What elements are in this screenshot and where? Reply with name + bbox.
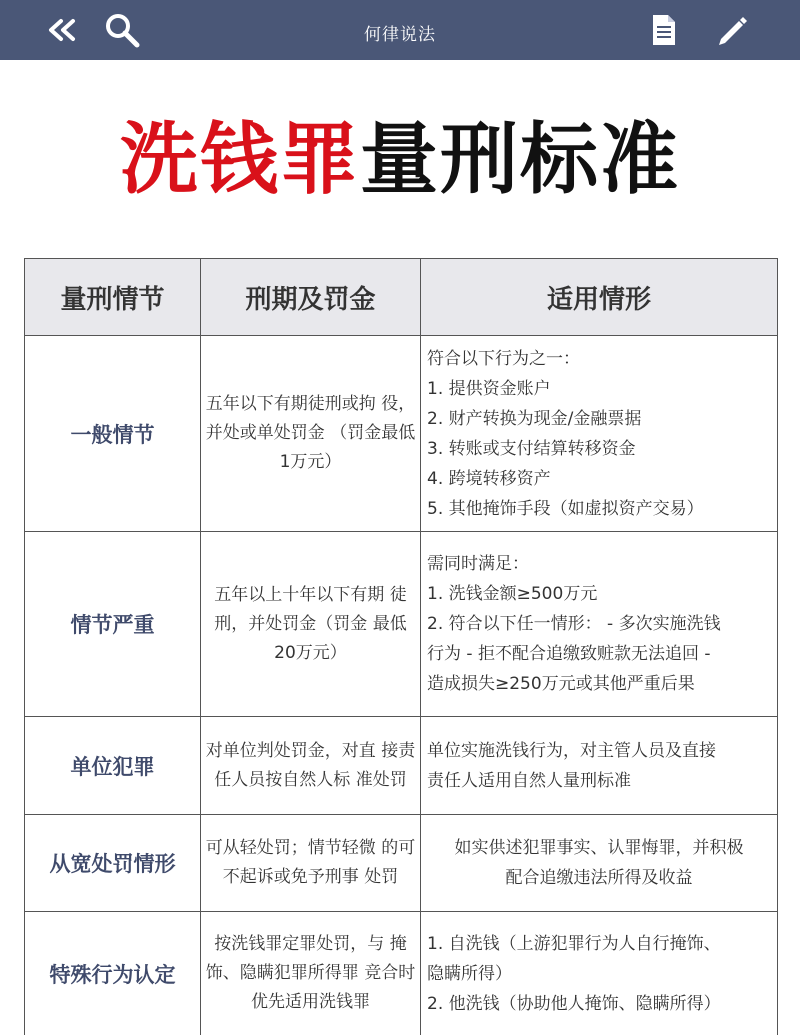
document-button[interactable] [642,10,686,50]
penalty-line: 准处罚 [355,769,407,790]
condition-line: 1. 自洗钱（上游犯罪行为人自行掩饰、 [427,933,721,954]
condition-line: 1. 提供资金账户 [427,378,551,399]
row-conditions [421,717,778,815]
header-applicable-case: 适用情形 [421,259,778,336]
row-penalty [201,336,421,532]
condition-line: 造成损失≥250万元或其他严重后果 [427,674,695,694]
penalty-line: 徒刑，并处罚金（罚金 [214,584,407,634]
app-title: 何律说法 [364,25,436,45]
search-button[interactable] [100,10,144,50]
row-conditions [421,815,778,912]
table-row [25,912,778,1035]
row-category: 一般情节 [25,336,201,532]
row-penalty [201,532,421,717]
penalty-line: 接责任人员按自然人标 [214,740,416,790]
condition-line: 单位实施洗钱行为，对主管人员及直接 [427,740,716,761]
top-bar [0,0,800,60]
headline-red: 洗钱罪 [119,115,360,205]
table-row [25,717,778,815]
search-icon [103,11,141,49]
header-penalty: 刑期及罚金 [201,259,421,336]
condition-line: 责任人适用自然人量刑标准 [427,770,631,791]
penalty-line: 处罚 [364,867,399,887]
condition-line: 2. 符合以下任一情形： - 多次实施洗钱 [427,614,721,634]
condition-line: 3. 转账或支付结算转移资金 [427,438,636,459]
row-category: 单位犯罪 [25,717,201,815]
condition-line: 行为 - 拒不配合追缴致赃款无法追回 - [427,644,711,664]
table-header-row [25,259,778,336]
pencil-icon [715,13,749,47]
penalty-line: 的可不起诉或免予刑事 [222,838,416,887]
row-category: 从宽处罚情形 [25,815,201,912]
condition-line: 需同时满足： [427,554,529,574]
document-icon [651,13,677,47]
penalty-line: （罚金最低1万元） [279,423,416,472]
condition-line: 2. 财产转换为现金/金融票据 [427,408,642,429]
back-button[interactable] [40,10,84,50]
row-category: 特殊行为认定 [25,912,201,1035]
penalty-line: 对单位判处罚金，对直 [205,740,376,761]
penalty-line: 役，并处或单处罚金 [205,394,416,443]
row-penalty [201,717,421,815]
headline-black: 量刑标准 [360,115,681,205]
sentencing-table [24,258,778,1035]
condition-line: 隐瞒所得） [427,963,512,984]
table-row [25,336,778,532]
penalty-line: 按洗钱罪定罪处罚，与 [214,934,385,954]
double-chevron-left-icon [45,18,79,42]
penalty-line: 竞合时优先适用洗钱罪 [251,963,416,1012]
penalty-line: 可从轻处罚；情节轻微 [205,838,376,858]
row-conditions [421,912,778,1035]
condition-line: 2. 他洗钱（协助他人掩饰、隐瞒所得） [427,993,721,1014]
penalty-line: 五年以上十年以下有期 [214,584,385,605]
penalty-line: 五年以下有期徒刑或拘 [205,394,376,414]
row-category: 情节严重 [25,532,201,717]
header-circumstance: 量刑情节 [25,259,201,336]
condition-line: 符合以下行为之一： [427,348,580,369]
row-conditions [421,336,778,532]
penalty-line: 最低20万元） [274,613,407,663]
condition-line: 4. 跨境转移资产 [427,468,551,489]
condition-line: 配合追缴违法所得及收益 [505,868,693,888]
table-row [25,532,778,717]
edit-button[interactable] [710,10,754,50]
table-row [25,815,778,912]
row-penalty [201,815,421,912]
row-conditions [421,532,778,717]
penalty-line: 掩饰、隐瞒犯罪所得罪 [205,934,407,983]
page-headline [0,110,800,210]
condition-line: 如实供述犯罪事实、认罪悔罪，并积极 [454,838,744,858]
condition-line: 1. 洗钱金额≥500万元 [427,584,598,604]
row-penalty [201,912,421,1035]
condition-line: 5. 其他掩饰手段（如虚拟资产交易） [427,498,704,519]
